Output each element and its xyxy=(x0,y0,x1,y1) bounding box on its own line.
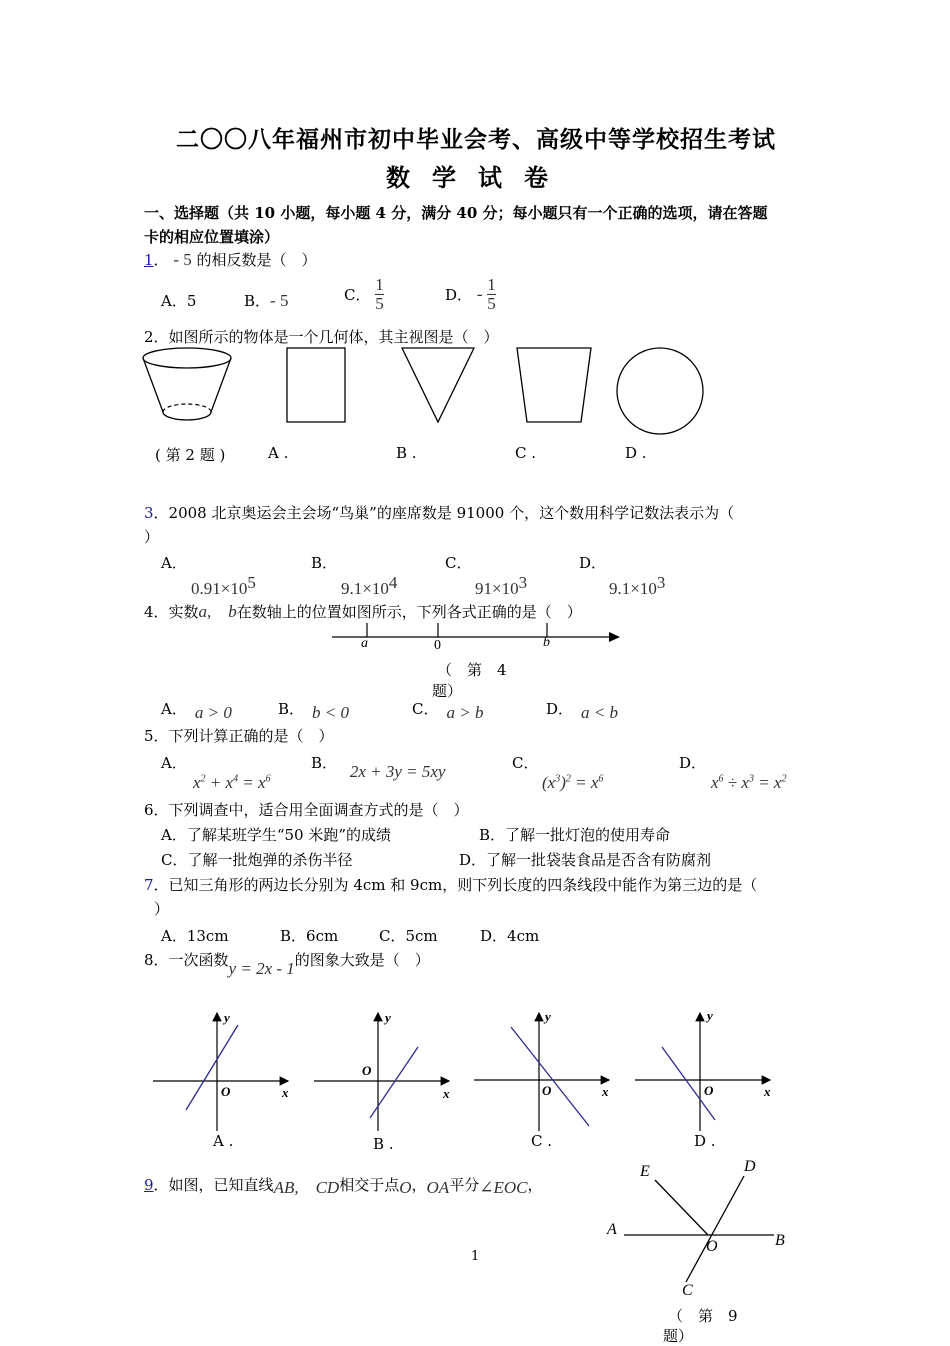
section-heading: 一、选择题（共 10 小题，每小题 4 分，满分 40 分；每小题只有一个正确的选项，请在答题 xyxy=(144,204,768,222)
math-expr: - 5 xyxy=(173,250,192,269)
math-vars: a, b xyxy=(198,602,237,621)
option-value: 91×10 xyxy=(475,579,519,598)
q7-option-c: C．5cm xyxy=(379,927,438,945)
graph-a-x: x xyxy=(282,1085,289,1100)
q6-option-a: A．了解某班学生“50 米跑”的成绩 xyxy=(161,826,392,844)
graph-c-x: x xyxy=(602,1084,609,1099)
graph-d-o: O xyxy=(704,1083,714,1098)
option-value: b < 0 xyxy=(312,703,350,722)
option-label: C． xyxy=(344,286,371,304)
function-expr: y = 2x - 1 xyxy=(228,959,295,978)
graph-a-o: O xyxy=(221,1084,231,1099)
option-label: D． xyxy=(445,286,473,304)
option-label: A． xyxy=(161,754,187,772)
option-label: D． xyxy=(579,554,607,572)
question-6: 6．下列调查中，适合用全面调查方式的是（ ） xyxy=(144,801,469,819)
question-text-cont: 在数轴上的位置如图所示，下列各式正确的是（ ） xyxy=(236,603,582,621)
option-label: C． xyxy=(412,700,439,718)
point-b: B xyxy=(775,1232,785,1249)
page-subtitle: 数学试卷 xyxy=(386,163,570,192)
question-text-cont: 的图象大致是（ ） xyxy=(294,951,430,969)
question-number[interactable]: 3 xyxy=(144,504,154,522)
q7-option-b: B．6cm xyxy=(280,927,339,945)
question-number[interactable]: 7 xyxy=(144,876,154,894)
page-number: 1 xyxy=(471,1249,480,1264)
question-3-cont: ） xyxy=(144,528,160,546)
graph-a-label: A . xyxy=(213,1132,234,1150)
question-text: ．已知三角形的两边长分别为 4cm 和 9cm，则下列长度的四条线段中能作为第三边的是（ xyxy=(153,876,758,894)
option-value: a > 0 xyxy=(194,703,232,722)
graph-d-x: x xyxy=(764,1084,771,1099)
q2-caption: ( 第 2 题 ) xyxy=(155,446,226,464)
question-text: ．如图，已知直线 xyxy=(153,1176,274,1194)
option-value: 2x + 3y = 5xy xyxy=(349,762,446,781)
q2-label-a: A . xyxy=(268,444,289,462)
question-text: 8．一次函数 xyxy=(144,951,229,969)
q6-option-b: B．了解一批灯泡的使用寿命 xyxy=(479,826,671,844)
option-label: A． xyxy=(161,554,187,572)
graph-c-label: C . xyxy=(531,1132,553,1150)
point-d: D xyxy=(744,1158,756,1175)
question-text: 4．实数 xyxy=(144,603,199,621)
question-2: 2．如图所示的物体是一个几何体，其主视图是（ ） xyxy=(144,328,499,346)
option-value: a > b xyxy=(446,703,484,722)
page-title: 二〇〇八年福州市初中毕业会考、高级中等学校招生考试 xyxy=(176,126,776,153)
option-label: C． xyxy=(512,754,539,772)
point-o: O xyxy=(706,1238,718,1255)
graph-d-y: y xyxy=(707,1008,713,1023)
option-value: $(x^3)^2 = x^6$ xyxy=(542,773,604,792)
q9-caption-cont: 题） xyxy=(663,1327,694,1345)
numerator: 1 xyxy=(375,275,384,294)
option-value: $x^2 + x^4 = x^6$ xyxy=(193,773,271,792)
axis-label-b: b xyxy=(543,635,550,650)
q1-option-a: A．5 xyxy=(161,292,197,310)
graph-a-y: y xyxy=(224,1010,230,1025)
graph-b-y: y xyxy=(385,1010,391,1025)
math-ray: OA xyxy=(426,1178,450,1197)
q9-caption: （ 第 9 xyxy=(668,1307,738,1325)
graph-b-x: x xyxy=(443,1086,450,1101)
q2-label-b: B . xyxy=(396,444,417,462)
graph-b-label: B . xyxy=(373,1135,394,1153)
question-7-cont: ） xyxy=(154,900,170,918)
graph-d-label: D . xyxy=(694,1132,716,1150)
exponent: 5 xyxy=(247,573,256,592)
option-value: $x^6 \div x^3 = x^2$ xyxy=(711,773,787,792)
question-text-3: 平分 xyxy=(449,1176,480,1194)
math-angle: ∠EOC xyxy=(479,1178,528,1197)
option-value: 9.1×10 xyxy=(341,579,389,598)
option-label: B． xyxy=(244,292,271,310)
option-value: 9.1×10 xyxy=(609,579,657,598)
minus-sign: - xyxy=(476,284,483,304)
option-value: 0.91×10 xyxy=(191,579,248,598)
option-label: D． xyxy=(679,754,707,772)
q6-option-c: C．了解一批炮弹的杀伤半径 xyxy=(161,851,353,869)
q4-caption: （ 第 4 xyxy=(437,661,507,679)
question-text: 的相反数是（ ） xyxy=(196,251,317,269)
option-value: a < b xyxy=(581,703,619,722)
ray-oe xyxy=(655,1180,708,1235)
denominator: 5 xyxy=(375,294,384,313)
graph-c-o: O xyxy=(542,1083,552,1098)
option-label: B． xyxy=(311,554,338,572)
exponent: 3 xyxy=(518,573,528,592)
q2-label-c: C . xyxy=(515,444,537,462)
question-text: ．2008 北京奥运会主会场“鸟巢”的座席数是 91000 个，这个数用科学记数法表示为（ xyxy=(153,504,735,522)
q2-label-d: D . xyxy=(625,444,647,462)
option-value: - 5 xyxy=(270,291,289,310)
math-lines: AB, CD xyxy=(273,1178,340,1197)
exponent: 3 xyxy=(656,573,666,592)
question-1: 1． - 5 的相反数是（ ） xyxy=(144,250,317,269)
denominator: 5 xyxy=(487,294,496,313)
option-label: D． xyxy=(546,700,574,718)
question-text-4: ， xyxy=(527,1176,543,1194)
graph-c-y: y xyxy=(545,1009,551,1024)
point-c: C xyxy=(682,1282,693,1299)
q7-option-d: D．4cm xyxy=(480,927,540,945)
exponent: 4 xyxy=(388,573,398,592)
option-label: C． xyxy=(445,554,472,572)
q6-option-d: D．了解一批袋装食品是否含有防腐剂 xyxy=(459,851,712,869)
option-label: A． xyxy=(161,700,187,718)
axis-label-a: a xyxy=(361,636,368,651)
question-number[interactable]: 1 xyxy=(144,251,154,269)
graph-b-o: O xyxy=(362,1063,372,1078)
q4-caption-cont: 题） xyxy=(432,682,463,700)
q7-option-a: A．13cm xyxy=(161,927,229,945)
question-5: 5．下列计算正确的是（ ） xyxy=(144,727,334,745)
math-point: O xyxy=(399,1178,412,1197)
axis-label-0: 0 xyxy=(434,638,441,653)
question-number[interactable]: 9 xyxy=(144,1176,154,1194)
line-cd xyxy=(686,1176,744,1282)
point-e: E xyxy=(640,1163,650,1180)
point-a: A xyxy=(607,1221,617,1238)
numerator: 1 xyxy=(487,275,496,294)
separator: ， xyxy=(411,1176,427,1194)
question-text-2: 相交于点 xyxy=(339,1176,400,1194)
option-label: B． xyxy=(311,754,338,772)
section-heading-cont: 卡的相应位置填涂） xyxy=(144,228,280,246)
option-label: B． xyxy=(278,700,305,718)
